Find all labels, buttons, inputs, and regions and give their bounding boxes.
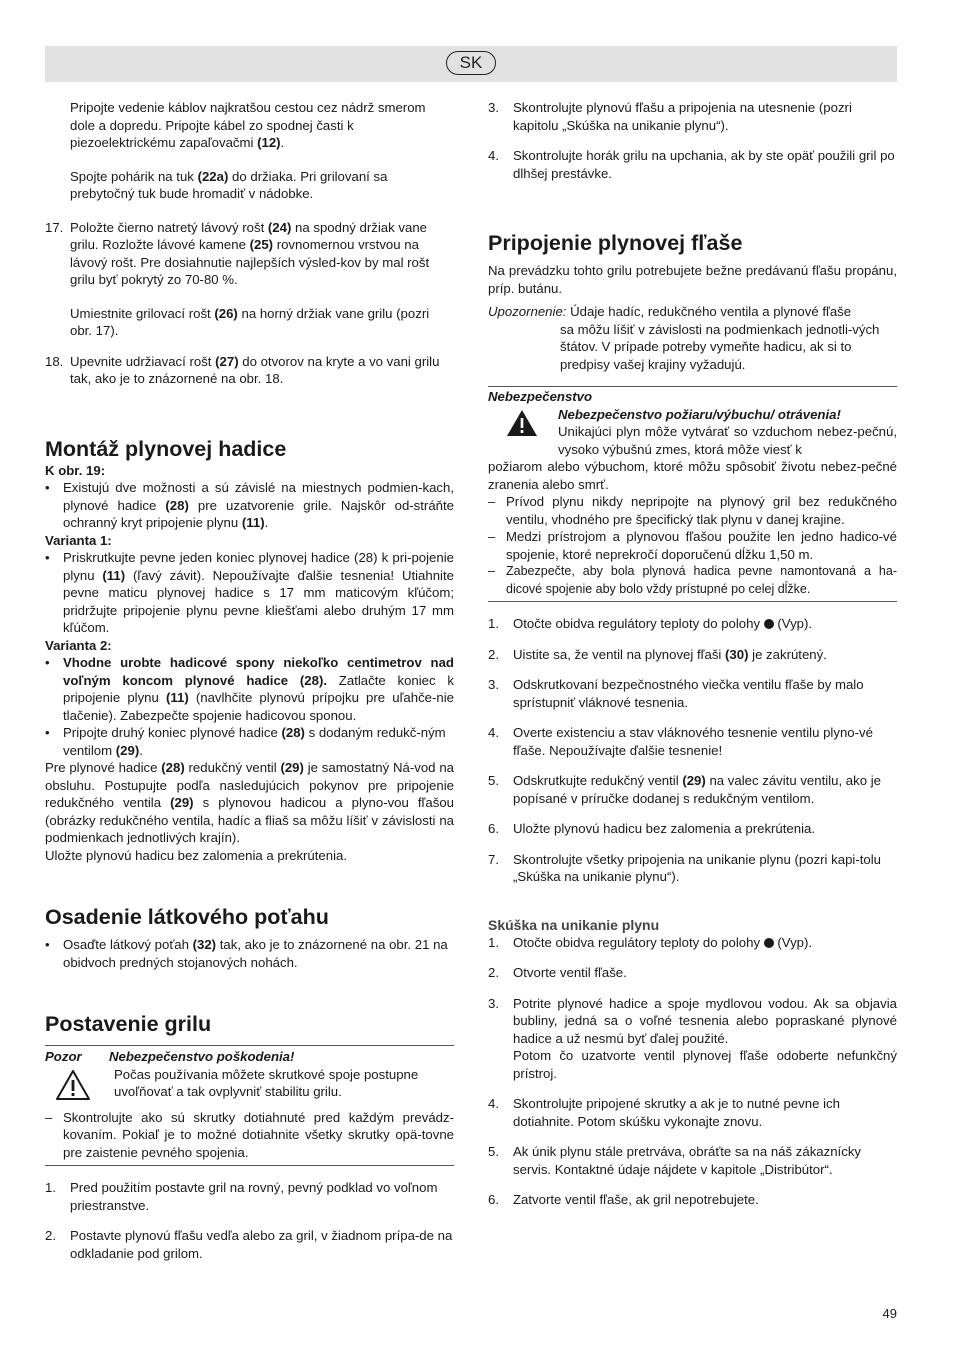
left-column [45,99,454,1262]
step-5: 5. Ak únik plynu stále pretrváva, obráťte sa na náš zákaznícky servis. Kontaktné údaje nájdete v kapitole „Distribútor“. [488,1144,862,1177]
step-1: 1. Otočte obidva regulátory teploty do polohy (Vyp). [488,616,813,631]
text-run: Existujú dve možnosti a sú závislé na miestnych podmien-kach, plynové hadice [63,480,454,513]
step-7: 7. Skontrolujte všetky pripojenia na unikanie plynu (pozri kapi-tolu „Skúška na unikanie plynu“). [488,851,881,884]
intro-paragraph-1 [45,99,454,152]
step-2: 2. Uistite sa, že ventil na plynovej fľaši (30) je zakrútený. [488,646,827,662]
step-3: 3. Potrite plynové hadice a spoje mydlovou vodou. Ak sa objavia bubliny, jedná sa o voľné tesnenia alebo popraskané plynové hadice a už nesmú byť ďalej použité. Potom čo uzatvorte ventil plynovej fľaše odoberte nefunkčný prístroj. [488,995,897,1081]
text-run: na valec závitu ventilu, ako je popísané v príručke dodanej s redukčným ventilom. [513,773,881,806]
danger-text: Unikajúci plyn môže vytvárať so vzduchom nebez-pečnú, vysoko výbušnú zmes, ktorá môže viesť k [558,424,897,457]
list-item: – Prívod plynu nikdy nepripojte na plynový gril bez redukčného ventilu, vhodného pre špecifický tlak plynu v danej krajine. [488,494,897,527]
bold-text: (29) [280,760,304,775]
danger-label: Nebezpečenstvo [488,389,593,404]
danger-icon [506,409,538,437]
text-run: Umiestnite grilovací rošt [70,305,215,321]
caution-icon [55,1069,91,1101]
hose-paragraph [45,759,454,847]
step-2: 2. Postavte plynovú fľašu vedľa alebo za gril, v žiadnom prípa-de na odkladanie pod grilom. [45,1228,453,1261]
text-run: rovnomernou vrstvou na lávový rošt. Pre dosiahnutie najlepších výsled-kov by mal rošt grilu byť pokrytý zo 70-80 %. [70,237,430,287]
text-run: Priskrutkujte pevne jeden koniec plynovej hadice (28) k pri-pojenie plynu [63,550,454,583]
text-run: Uistite sa, že ventil na plynovej fľaši [513,646,726,662]
hose-paragraph-2: Uložte plynovú hadicu bez zalomenia a prekrútenia. [45,847,348,863]
bold-text: (27) [215,353,239,369]
text-run: s dodaným redukč-ným ventilom [63,725,446,758]
danger-text-cont: požiarom alebo výbuchom, ktoré môžu spôsobiť životu nebez-pečné zranenia alebo smrť. [488,459,897,492]
bold-text: (11) [102,567,126,583]
text-run: Spojte pohárik na tuk [70,168,198,184]
bottle-paragraph: Na prevádzku tohto grilu potrebujete bežne predávanú fľašu propánu, príp. butánu. [488,263,897,296]
list-item: • Priskrutkujte pevne jeden koniec plynovej hadice (28) k pri-pojenie plynu (11) (ľavý závit). Nepoužívajte ďalšie tesnenia! Utiahnite pevne maticu plynovej hadice s 17 mm maticovým kľúčom; pridržujte pripojenie plynu pevne kliešťami alebo druhým 17 mm kľúčom. [45,550,454,635]
text-run: na horný držiak vane grilu (pozri obr. 17). [70,305,430,338]
step-4: 4. Skontrolujte horák grilu na upchania, ak by ste opäť použili gril po dlhšej prestávke. [488,148,895,181]
section-title-hose: Montáž plynovej hadice [45,436,287,461]
bold-text: (29) [170,795,194,810]
step-2: 2. Otvorte ventil fľaše. [488,965,627,980]
text-run: (navlhčite plynovú prípojku pre uľahče-nie tlačenie). Zabezpečte spojenie hadicovou sponou. [63,690,454,723]
variant-2-label: Varianta 2: [45,637,112,653]
text-run: Osaďte látkový poťah [63,937,193,952]
section-title-bottle: Pripojenie plynovej fľaše [488,231,743,255]
step-6: 6. Uložte plynovú hadicu bez zalomenia a prekrútenia. [488,821,816,836]
section-title-placement: Postavenie grilu [45,1012,212,1036]
text-run: . [139,742,143,758]
bold-text: (12) [257,135,281,150]
step-3: 3. Skontrolujte plynovú fľašu a pripojenia na utesnenie (pozri kapitolu „Skúška na unikanie plynu“). [488,100,852,133]
text-run: je zakrútený. [748,646,827,662]
list-item: – Zabezpečte, aby bola plynová hadica pevne namontovaná a ha-dicové spojenie aby bolo vždy prístupné po celej dĺžke. [488,564,897,596]
step-1: 1. Pred použitím postavte gril na rovný, pevný podklad vo voľnom priestranstve. [45,1180,438,1213]
text-run: Upevnite udržiavací rošt [70,353,216,369]
bold-text: (32) [192,937,217,952]
bold-text: (29) [115,742,140,758]
text-run: je samostatný Ná-vod na obsluhu. Postupujte podľa nasledujúcich pokynov pre pripojenie redukčného ventila [45,760,454,810]
warning-title: Nebezpečenstvo poškodenia! [108,1049,295,1064]
danger-box [488,386,897,602]
note-label: Upozornenie: [488,304,567,319]
off-position-dot-icon [764,938,774,948]
bold-text: (29) [682,773,706,788]
off-position-dot-icon [764,619,774,629]
list-item: • Vhodne urobte hadicové spony niekoľko centimetrov nad voľným koncom plynové hadice (28). Zatlačte koniec k pripojenie plynu (11) (navlhčite plynovú prípojku pre uľahče-nie tlačenie). Zabezpečte spojenie hadicovou sponou. [45,655,454,723]
warning-box [45,1045,454,1166]
step-4: 4. Skontrolujte pripojené skrutky a ak je to nutné pevne ich dotiahnite. Potom skúšku vykonajte znovu. [488,1096,840,1129]
step-3: 3. Odskrutkovaní bezpečnostného viečka ventilu fľaše by malo sprístupniť vláknové tesnenia. [488,677,864,710]
list-item: • Existujú dve možnosti a sú závislé na miestnych podmien-kach, plynové hadice (28) pre uzatvorenie grile. Najskôr od-stráňte ochranný kryt pripojenie plynu (11). [45,480,454,530]
bold-text: (11) [165,690,189,705]
section-title-cover: Osadenie látkového poťahu [45,905,329,929]
bold-text: (11) [241,515,265,530]
bold-text: (25) [249,237,274,252]
list-item: – Medzi prístrojom a plynovou fľašou použite len jedno hadico-vé spojenie, ktoré neprekročí doporučenú dĺžku 1,50 m. [488,529,897,562]
text-run: . [264,515,269,530]
bold-text: (28) [281,725,305,740]
text-run: s plynovou hadicou a plyno-vou fľašou (obrázky redukčného ventila, hadíc a fliaš sa môžu líšiť v závislosti na podmienkach jednotlivých krajín). [45,795,454,845]
language-badge: SK [446,51,496,75]
step-1: 1. Otočte obidva regulátory teploty do polohy (Vyp). [488,934,813,950]
section-title-leak-test: Skúška na unikanie plynu [488,916,660,933]
bold-text: Vhodne urobte hadicové spony niekoľko centimetrov nad voľným koncom plynové hadice (28). [63,655,454,688]
step-6: 6. Zatvorte ventil fľaše, ak gril nepotrebujete. [488,1192,759,1207]
intro-paragraph-2 [45,168,454,203]
bold-text: (22a) [197,168,229,184]
page-number: 49 [882,1306,897,1321]
bold-text: (24) [267,219,292,235]
warning-label: Pozor [45,1049,82,1064]
right-column [488,99,897,1209]
text-run: Pripojte druhý koniec plynové hadice [63,725,282,740]
list-item: – Skontrolujte ako sú skrutky dotiahnuté pred každým prevádz-kovaním. Pokiaľ je to možné dotiahnite všetky skrutky opä-tovne pre zaistenie pevného spojenia. [45,1109,454,1160]
note-text-first: Údaje hadíc, redukčného ventila a plynové fľaše [570,304,852,319]
text-run: do držiaka. Pri grilovaní sa prebytočný tuk bude hromadiť v nádobke. [70,168,388,201]
variant-1-label: Varianta 1: [45,532,112,548]
text-run: Zatlačte koniec k pripojenie plynu [63,672,454,705]
list-item: • Pripojte druhý koniec plynové hadice (28) s dodaným redukč-ným ventilom (29). [45,725,446,758]
text-run: Pripojte vedenie káblov najkratšou cestou cez nádrž smerom dole a dopredu. Pripojte kábel zo spodnej časti k piezoelektrickému zapaľovačmi [70,100,426,150]
bold-text: (30) [725,646,749,662]
text-run: pre uzatvorenie grile. Najskôr od-stráňte ochranný kryt pripojenie plynu [63,497,454,530]
step-4: 4. Overte existenciu a stav vláknového tesnenie ventilu plyno-vé fľaše. Nepoužívajte ďalšie tesnenie! [488,725,873,758]
text-run: tak, ako je to znázornené na obr. 21 na obidvoch predných stojanových nohách. [63,937,448,970]
hose-figure-ref: K obr. 19: [45,462,106,478]
step-5: 5. Odskrutkujte redukčný ventil (29) na valec závitu ventilu, ako je popísané v príručke dodanej s redukčným ventilom. [488,773,881,806]
bold-text: (28) [165,497,189,513]
text-run: (ľavý závit). Nepoužívajte ďalšie tesnenia! Utiahnite pevne maticu plynovej hadice s 17 mm maticovým kľúčom; pridržujte pripojenie plynu pevne kliešťami alebo druhým 17 mm kľúčom. [63,567,454,635]
list-item: • Osaďte látkový poťah (32) tak, ako je to znázornené na obr. 21 na obidvoch predných stojanových nohách. [45,937,448,970]
step-17: 17. Položte čierno natretý lávový rošt (24) na spodný držiak vane grilu. Rozložte lávové kamene (25) rovnomernou vrstvou na lávový rošt. Pre dosiahnutie najlepších výsled-kov by mal rošt grilu byť pokrytý zo 70-80 %. Umiestnite grilovací rošt (26) na horný držiak vane grilu (pozri obr. 17). [45,219,430,338]
text-run: na spodný držiak vane grilu. Rozložte lávové kamene [70,219,427,252]
bold-text: (26) [214,305,238,321]
text-run: . [280,135,285,150]
text-run: redukčný ventil [184,760,281,775]
step-18: 18. Upevnite udržiavací rošt (27) do otvorov na kryte a vo vani grilu tak, ako je to znázornené na obr. 18. [45,353,440,386]
danger-title: Nebezpečenstvo požiaru/výbuchu/ otrávenia! [558,406,841,422]
bold-text: (28) [161,760,185,775]
warning-text: Počas používania môžete skrutkové spoje postupne uvoľňovať a tak ovplyvniť stabilitu grilu. [114,1066,419,1099]
text-run: do otvorov na kryte a vo vani grilu tak, ako je to znázornené na obr. 18. [70,353,440,386]
note-text: sa môžu líšiť v závislosti na podmienkach jednotli-vých štátov. V prípade potreby vymeňte hadicu, ak si to predpisy vašej krajiny vyžadujú. [560,321,880,372]
text-run: Pre plynové hadice [45,760,162,775]
text-run: Položte čierno natretý lávový rošt [70,219,268,235]
text-run: Odskrutkujte redukčný ventil [513,773,683,788]
